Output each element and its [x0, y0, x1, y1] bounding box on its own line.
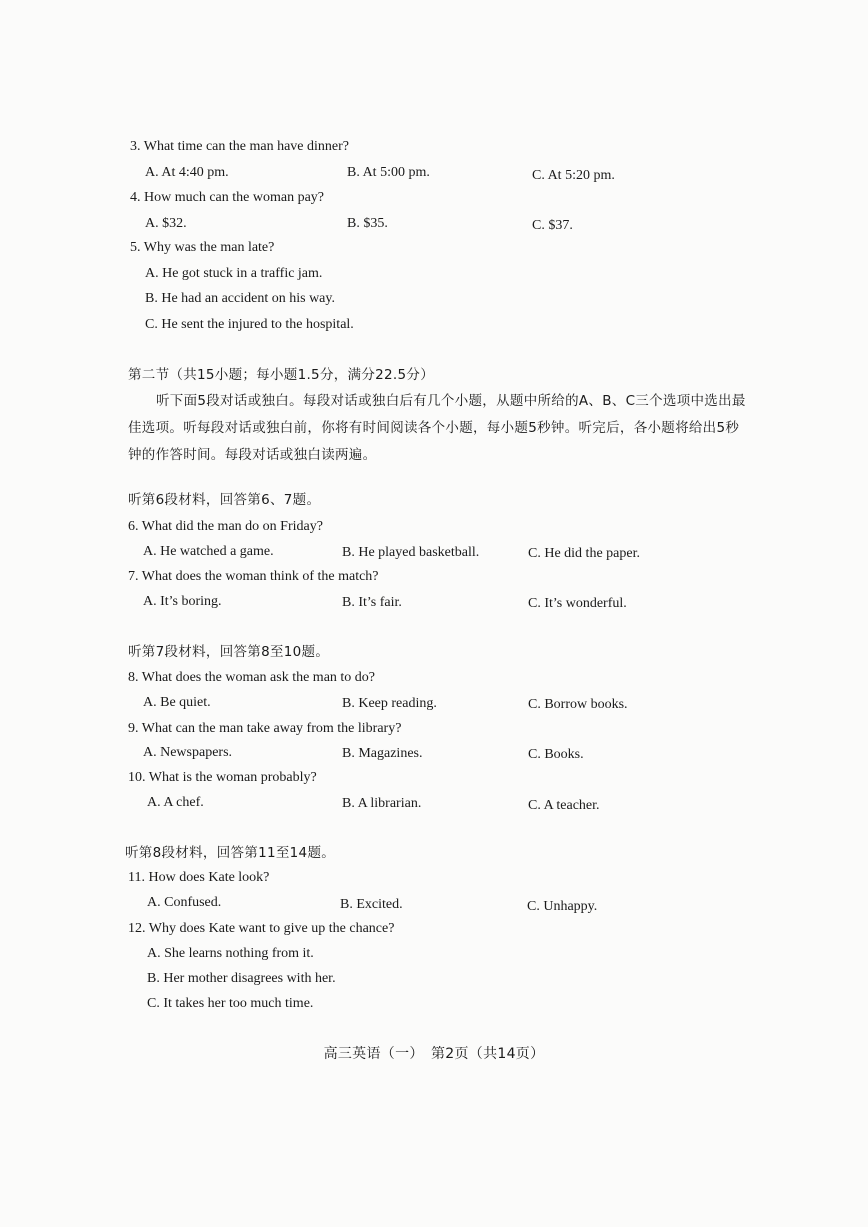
group-intro: 听第6段材料，回答第6、7题。 — [128, 492, 321, 508]
section-heading: 第二节（共15小题；每小题1.5分，满分22.5分） — [128, 367, 435, 383]
question-stem: 8. What does the woman ask the man to do? — [128, 670, 376, 685]
option-c: C. A teacher. — [528, 798, 600, 813]
option-c: C. He did the paper. — [528, 546, 640, 561]
option-b: B. Magazines. — [342, 746, 423, 761]
option-a: A. Newspapers. — [143, 745, 233, 760]
option-c: C. It’s wonderful. — [528, 596, 627, 611]
group-intro: 听第8段材料，回答第11至14题。 — [125, 845, 336, 861]
option-c: C. He sent the injured to the hospital. — [145, 317, 354, 332]
question-stem: 9. What can the man take away from the library? — [128, 721, 402, 736]
option-a: A. Be quiet. — [143, 695, 211, 710]
option-c: C. It takes her too much time. — [147, 996, 314, 1011]
option-a: A. He watched a game. — [143, 544, 274, 559]
question-stem: 7. What does the woman think of the match? — [128, 569, 379, 584]
option-b: B. $35. — [347, 216, 388, 231]
option-a: A. A chef. — [147, 795, 204, 810]
question-stem: 4. How much can the woman pay? — [130, 190, 324, 205]
option-b: B. A librarian. — [342, 796, 422, 811]
option-c: C. Books. — [528, 747, 584, 762]
option-c: C. Unhappy. — [527, 899, 598, 914]
option-b: B. It’s fair. — [342, 595, 402, 610]
question-stem: 10. What is the woman probably? — [128, 770, 317, 785]
option-a: A. $32. — [145, 216, 187, 231]
question-stem: 11. How does Kate look? — [128, 870, 270, 885]
option-b: B. Excited. — [340, 897, 403, 912]
option-c: C. At 5:20 pm. — [532, 168, 615, 183]
section-instructions — [128, 388, 750, 469]
option-a: A. She learns nothing from it. — [147, 946, 314, 961]
option-b: B. Her mother disagrees with her. — [147, 971, 336, 986]
option-a: A. He got stuck in a traffic jam. — [145, 266, 323, 281]
question-stem: 6. What did the man do on Friday? — [128, 519, 323, 534]
option-a: A. Confused. — [147, 895, 222, 910]
option-a: A. At 4:40 pm. — [145, 165, 229, 180]
option-b: B. At 5:00 pm. — [347, 165, 430, 180]
question-stem: 3. What time can the man have dinner? — [130, 139, 349, 154]
option-b: B. Keep reading. — [342, 696, 437, 711]
page-footer: 高三英语（一） 第2页（共14页） — [323, 1046, 545, 1062]
instructions-text: 听下面5段对话或独白。每段对话或独白后有几个小题，从题中所给的A、B、C三个选项中选出最佳选项。听每段对话或独白前，你将有时间阅读各个小题，每小题5秒钟。听完后，各小题将给出5秒钟的作答时间。每段对话或独白读两遍。 — [128, 393, 746, 463]
option-b: B. He played basketball. — [342, 545, 480, 560]
question-stem: 5. Why was the man late? — [130, 240, 275, 255]
option-b: B. He had an accident on his way. — [145, 291, 335, 306]
option-c: C. $37. — [532, 218, 573, 233]
group-intro: 听第7段材料，回答第8至10题。 — [128, 644, 330, 660]
option-c: C. Borrow books. — [528, 697, 628, 712]
question-stem: 12. Why does Kate want to give up the chance? — [128, 921, 395, 936]
option-a: A. It’s boring. — [143, 594, 222, 609]
